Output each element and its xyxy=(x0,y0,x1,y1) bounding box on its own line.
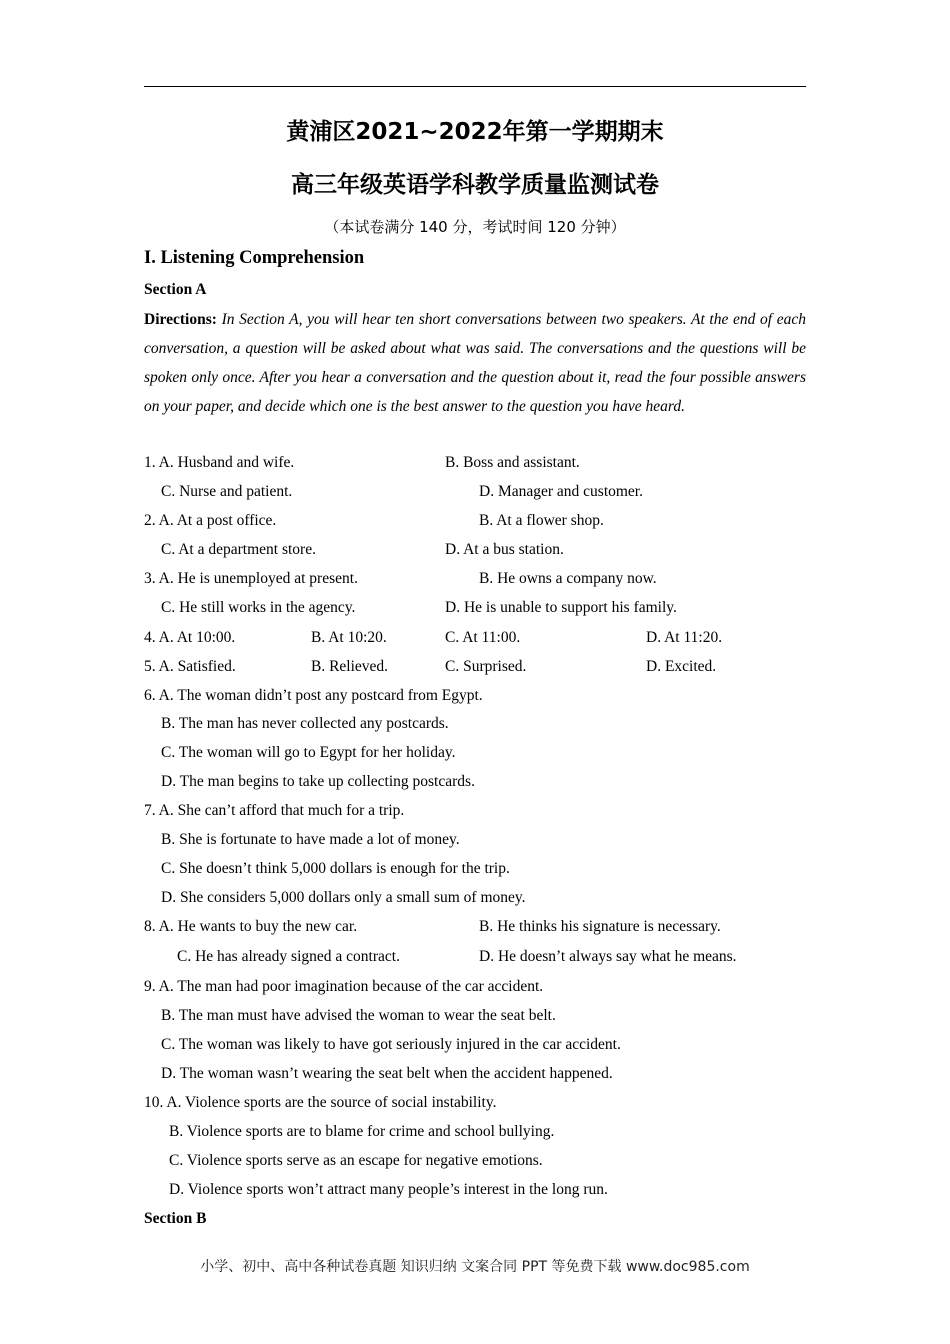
directions-label: Directions: xyxy=(144,311,217,328)
q7-option-a: 7. A. She can’t afford that much for a trip. xyxy=(144,802,405,819)
title-line-2: 高三年级英语学科教学质量监测试卷 xyxy=(291,172,659,198)
q2-option-a: 2. A. At a post office. xyxy=(144,512,277,529)
q3-option-b: B. He owns a company now. xyxy=(479,570,657,587)
title-line-1: 黄浦区2021~2022年第一学期期末 xyxy=(286,119,664,145)
section-b-heading: Section B xyxy=(144,1210,207,1227)
q9-option-d: D. The woman wasn’t wearing the seat belt when the accident happened. xyxy=(161,1065,613,1082)
q8-option-d: D. He doesn’t always say what he means. xyxy=(479,948,737,965)
q9-option-b: B. The man must have advised the woman to wear the seat belt. xyxy=(161,1007,556,1024)
q5-option-c: C. Surprised. xyxy=(445,658,527,675)
subtitle: （本试卷满分 140 分，考试时间 120 分钟） xyxy=(324,218,626,236)
footer-watermark: 小学、初中、高中各种试卷真题 知识归纳 文案合同 PPT 等免费下载 www.doc985.com xyxy=(200,1259,750,1275)
q5-option-b: B. Relieved. xyxy=(311,658,389,675)
q1-option-d: D. Manager and customer. xyxy=(479,483,643,500)
q10-option-d: D. Violence sports won’t attract many people’s interest in the long run. xyxy=(169,1181,608,1198)
q8-option-c: C. He has already signed a contract. xyxy=(177,948,400,965)
q6-option-d: D. The man begins to take up collecting postcards. xyxy=(161,773,475,790)
q4-option-b: B. At 10:20. xyxy=(311,629,387,646)
header-rule xyxy=(144,86,806,87)
q4-option-d: D. At 11:20. xyxy=(646,629,723,646)
q9-option-c: C. The woman was likely to have got seriously injured in the car accident. xyxy=(161,1036,621,1053)
q3-option-c: C. He still works in the agency. xyxy=(161,599,356,616)
q3-option-d: D. He is unable to support his family. xyxy=(445,599,677,616)
q1-option-a: 1. A. Husband and wife. xyxy=(144,454,295,471)
q7-option-b: B. She is fortunate to have made a lot of money. xyxy=(161,831,460,848)
q2-option-b: B. At a flower shop. xyxy=(479,512,604,529)
q8-option-b: B. He thinks his signature is necessary. xyxy=(479,918,721,935)
q6-option-a: 6. A. The woman didn’t post any postcard from Egypt. xyxy=(144,687,483,704)
q9-option-a: 9. A. The man had poor imagination because of the car accident. xyxy=(144,978,544,995)
q10-option-b: B. Violence sports are to blame for crime and school bullying. xyxy=(169,1123,555,1140)
q5-option-d: D. Excited. xyxy=(646,658,717,675)
q6-option-b: B. The man has never collected any postcards. xyxy=(161,715,449,732)
q4-option-a: 4. A. At 10:00. xyxy=(144,629,236,646)
q4-option-c: C. At 11:00. xyxy=(445,629,521,646)
q3-option-a: 3. A. He is unemployed at present. xyxy=(144,570,358,587)
directions-text: In Section A, you will hear ten short conversations between two speakers. At the end of each conversation, a question will be asked about what was said. The conversations and the questions will be spoken only once. After you hear a conversation and the question about it, read the four possible answers on your paper, and decide which one is the best answer to the question you have heard. xyxy=(144,311,806,415)
q7-option-c: C. She doesn’t think 5,000 dollars is enough for the trip. xyxy=(161,860,510,877)
section-a-heading: Section A xyxy=(144,281,207,298)
directions xyxy=(144,305,806,421)
q2-option-c: C. At a department store. xyxy=(161,541,316,558)
q6-option-c: C. The woman will go to Egypt for her holiday. xyxy=(161,744,456,761)
q7-option-d: D. She considers 5,000 dollars only a small sum of money. xyxy=(161,889,526,906)
q5-option-a: 5. A. Satisfied. xyxy=(144,658,236,675)
part-heading: I. Listening Comprehension xyxy=(144,248,365,268)
q10-option-a: 10. A. Violence sports are the source of social instability. xyxy=(144,1094,497,1111)
q8-option-a: 8. A. He wants to buy the new car. xyxy=(144,918,358,935)
q10-option-c: C. Violence sports serve as an escape for negative emotions. xyxy=(169,1152,543,1169)
q1-option-b: B. Boss and assistant. xyxy=(445,454,580,471)
q1-option-c: C. Nurse and patient. xyxy=(161,483,293,500)
q2-option-d: D. At a bus station. xyxy=(445,541,564,558)
